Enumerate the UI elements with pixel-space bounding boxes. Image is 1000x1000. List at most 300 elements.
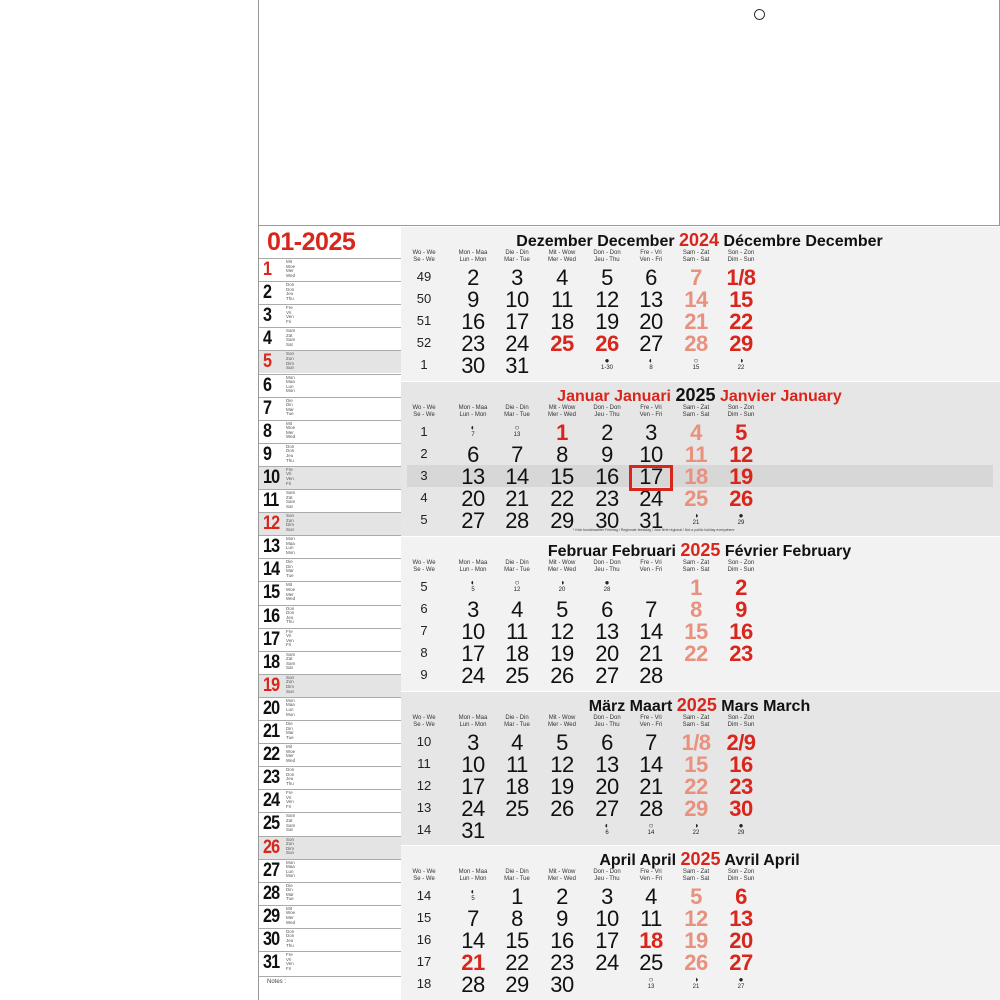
calendar-day[interactable]: 6 [645,265,657,290]
moon-phase-icon: ◑ [693,975,699,984]
calendar-day[interactable]: 13 [639,287,663,312]
calendar-day[interactable]: 29 [729,331,753,356]
calendar-day[interactable]: 11 [506,619,528,644]
column-header: Son - Zon Dim - Sun [727,560,755,573]
calendar-day[interactable]: 18 [684,464,708,489]
moon-phase-icon: ○ [693,356,699,365]
daily-strip [259,226,401,1000]
calendar-day[interactable]: 20 [729,928,753,953]
calendar-day[interactable]: 29 [505,972,529,997]
calendar-day[interactable]: 17 [461,774,485,799]
column-header: Son - Zon Dim - Sun [727,715,755,728]
calendar-day[interactable]: 8 [690,597,702,622]
column-header: Mit - Wow Mer - Wed [548,715,576,728]
calendar-day[interactable]: 12 [595,287,619,312]
calendar-day[interactable]: 22 [684,641,708,666]
calendar-day[interactable]: 19 [684,928,708,953]
month-panel [401,381,1000,536]
calendar-day[interactable]: 10 [505,287,529,312]
day-row[interactable] [259,882,401,905]
moon-phase-date: 1-30 [600,365,613,371]
calendar-day[interactable]: 5 [556,730,568,755]
day-row[interactable] [259,628,401,651]
day-row[interactable] [259,743,401,766]
calendar-day[interactable]: 21 [505,486,529,511]
calendar-day[interactable]: 13 [729,906,753,931]
weekday-label: Don Don Jeu Thu [286,928,295,948]
calendar-day[interactable]: 23 [729,774,753,799]
weekday-label: Sam Zat Sam Sat [286,651,296,671]
month-title [401,230,998,251]
day-number: 29 [263,905,280,927]
day-number: 26 [263,836,280,858]
month-name-alt: Mars March [721,698,811,715]
day-number: 15 [263,582,280,604]
calendar-day[interactable]: 16 [729,752,753,777]
moon-phase [587,821,627,836]
calendar-day[interactable]: 29 [550,508,574,533]
day-row[interactable] [259,766,401,789]
column-header: Die - Din Mar - Tue [504,715,530,728]
calendar-day[interactable]: 30 [729,796,753,821]
calendar-day[interactable]: 10 [595,906,619,931]
week-number: 12 [416,778,432,793]
calendar-day[interactable]: 2/9 [726,730,756,755]
moon-phase-date: 29 [737,830,745,836]
calendar-day[interactable]: 9 [467,287,479,312]
day-number: 21 [263,721,280,742]
weekday-label: Fre Vri Ven Fri [286,628,294,648]
calendar-day[interactable]: 30 [595,508,619,533]
weekday-label: Sam Zat Sam Sat [286,328,296,348]
month-name-alt: Décembre December [723,233,883,250]
calendar-day[interactable]: 7 [645,597,657,622]
week-number: 7 [420,623,428,638]
day-row[interactable] [259,512,401,535]
column-header: Wo - We Se - We [412,405,436,418]
calendar-day[interactable]: 10 [461,619,485,644]
week-number: 18 [416,976,432,991]
calendar-day[interactable]: 22 [505,950,529,975]
calendar-day[interactable]: 12 [550,752,574,777]
calendar-day[interactable]: 16 [550,928,574,953]
calendar-day[interactable]: 24 [461,663,485,688]
moon-phase-icon: ◐ [604,821,610,830]
calendar-day[interactable]: 1/8 [681,730,711,755]
week-number: 11 [417,756,431,771]
calendar-day[interactable]: 17 [505,309,529,334]
calendar-day[interactable]: 18 [639,928,663,953]
calendar-day[interactable]: 4 [556,265,568,290]
calendar-day[interactable]: 24 [639,486,663,511]
day-row[interactable] [259,558,401,581]
week-number: 5 [420,512,428,527]
calendar-day[interactable]: 10 [461,752,485,777]
weekday-label: Mit Woe Mer Wed [286,582,296,602]
calendar-day[interactable]: 9 [735,597,747,622]
day-row[interactable] [259,420,401,443]
month-year: 2024 [679,230,720,250]
day-row[interactable] [259,836,401,859]
moon-phase-date: 20 [558,587,566,593]
week-number: 13 [416,800,432,815]
month-name: April April [599,852,681,869]
weekday-label: Mit Woe Mer Wed [286,744,296,763]
week-number: 9 [420,667,428,682]
calendar-day[interactable]: 20 [595,774,619,799]
calendar-day[interactable]: 4 [511,730,523,755]
moon-phase-icon: ○ [648,821,654,830]
moon-phase-date: 15 [692,365,700,371]
calendar-day[interactable]: 5 [735,420,747,445]
day-number: 2 [263,282,272,304]
calendar-day[interactable]: 2 [556,884,568,909]
moon-phase [721,356,761,371]
day-row[interactable] [259,605,401,628]
calendar-day[interactable]: 11 [506,752,528,777]
calendar-day[interactable]: 28 [639,796,663,821]
weekday-label: Die Din Mar Tue [286,397,294,417]
week-number: 14 [416,822,432,837]
calendar-day[interactable]: 25 [505,663,529,688]
calendar-day[interactable]: 17 [639,464,663,489]
column-header: Don - Don Jeu - Thu [593,250,621,263]
calendar-day[interactable]: 4 [645,884,657,909]
column-header: Mon - Maa Lun - Mon [458,250,488,263]
calendar-day[interactable]: 14 [461,928,485,953]
calendar-day[interactable]: 19 [595,309,619,334]
calendar-day[interactable]: 31 [461,818,485,843]
calendar-day[interactable]: 16 [595,464,619,489]
moon-phase [497,423,537,438]
calendar-day[interactable]: 6 [467,442,479,467]
calendar-day[interactable]: 2 [601,420,613,445]
month-name-alt: Avril April [724,852,800,869]
day-row[interactable] [259,466,401,489]
month-title [401,849,998,870]
calendar-day[interactable]: 26 [550,663,574,688]
calendar-day[interactable]: 20 [461,486,485,511]
moon-phase [453,578,493,593]
day-row[interactable] [259,327,401,350]
calendar-day[interactable]: 11 [640,906,662,931]
moon-phase-icon: ○ [514,578,520,587]
month-panel [401,536,1000,691]
weekday-label: Son Zon Dim Sun [286,674,295,694]
calendar-day[interactable]: 26 [595,331,619,356]
day-row[interactable] [259,674,401,697]
week-number: 8 [420,645,428,660]
calendar-day[interactable]: 25 [684,486,708,511]
calendar-day[interactable]: 27 [595,663,619,688]
calendar-header-blank [258,0,1000,226]
calendar-day[interactable]: 7 [690,265,702,290]
calendar-day[interactable]: 15 [684,619,708,644]
calendar-day[interactable]: 11 [684,442,708,467]
calendar-day[interactable]: 17 [595,928,619,953]
day-number: 9 [263,443,272,465]
calendar-body [258,226,1000,1000]
calendar-day[interactable]: 24 [595,950,619,975]
calendar-day[interactable]: 19 [550,774,574,799]
hanging-hole [754,9,765,20]
calendar-day[interactable]: 3 [645,420,657,445]
day-number: 27 [263,859,280,881]
day-row[interactable] [259,951,401,974]
calendar-day[interactable]: 2 [467,265,479,290]
column-header: Mit - Wow Mer - Wed [548,405,576,418]
calendar-day[interactable]: 23 [595,486,619,511]
day-row[interactable] [259,928,401,951]
weekday-label: Son Zon Dim Sun [286,836,295,856]
column-header: Mit - Wow Mer - Wed [548,250,576,263]
month-name: Dezember December [516,233,680,250]
day-row[interactable] [259,397,401,420]
calendar-day[interactable]: 1 [511,884,523,909]
calendar-day[interactable]: 3 [467,730,479,755]
month-panels [401,226,1000,1000]
week-number: 16 [416,932,432,947]
calendar-day[interactable]: 21 [461,950,485,975]
calendar-day[interactable]: 21 [639,774,663,799]
day-number: 1 [263,259,272,280]
calendar-day[interactable]: 14 [505,464,529,489]
column-header: Fre - Vri Ven - Fri [639,250,663,263]
calendar-day[interactable]: 13 [461,464,485,489]
day-row[interactable] [259,304,401,327]
calendar-day[interactable]: 9 [556,906,568,931]
calendar-day[interactable]: 27 [595,796,619,821]
weekday-label: Fre Vri Ven Fri [286,790,294,810]
calendar-day[interactable]: 30 [550,972,574,997]
day-number: 10 [263,466,280,488]
day-number: 22 [263,744,280,766]
day-row[interactable] [259,489,401,512]
day-row[interactable] [259,258,401,281]
calendar-day[interactable]: 7 [645,730,657,755]
calendar-day[interactable]: 21 [684,309,708,334]
moon-phase-icon: ◐ [648,356,654,365]
calendar-day[interactable]: 14 [684,287,708,312]
calendar-day[interactable]: 3 [601,884,613,909]
calendar-day[interactable]: 23 [550,950,574,975]
column-header: Die - Din Mar - Tue [504,250,530,263]
calendar-day[interactable]: 7 [467,906,479,931]
calendar-day[interactable]: 30 [461,353,485,378]
day-row[interactable] [259,697,401,720]
calendar-day[interactable]: 27 [461,508,485,533]
calendar-day[interactable]: 14 [639,752,663,777]
moon-phase-icon: ● [738,511,744,520]
column-header: Die - Din Mar - Tue [504,405,530,418]
calendar-day[interactable]: 15 [729,287,753,312]
moon-phase-date: 22 [692,830,700,836]
calendar-day[interactable]: 16 [461,309,485,334]
column-header: Fre - Vri Ven - Fri [639,869,663,882]
week-number: 14 [416,888,432,903]
calendar-day[interactable]: 23 [461,331,485,356]
weekday-label: Fre Vri Ven Fri [286,305,294,324]
weekday-label: Mit Woe Mer Wed [286,259,296,278]
moon-phase [721,821,761,836]
week-number: 15 [416,910,432,925]
calendar-day[interactable]: 8 [556,442,568,467]
month-name: Februar Februari [547,543,681,560]
calendar-day[interactable]: 1 [690,575,702,600]
moon-phase-date: 28 [603,587,611,593]
calendar-day[interactable]: 18 [550,309,574,334]
day-number: 17 [263,628,280,650]
calendar-day[interactable]: 28 [461,972,485,997]
calendar-day[interactable]: 18 [505,774,529,799]
calendar-day[interactable]: 22 [729,309,753,334]
calendar-day[interactable]: 24 [461,796,485,821]
calendar-day[interactable]: 24 [505,331,529,356]
month-year: 2025 [680,849,721,869]
column-header: Don - Don Jeu - Thu [593,405,621,418]
calendar-day[interactable]: 5 [556,597,568,622]
month-name-alt: Janvier January [719,388,842,405]
calendar-day[interactable]: 13 [595,752,619,777]
calendar-day[interactable]: 27 [729,950,753,975]
calendar-day[interactable]: 20 [595,641,619,666]
day-row[interactable] [259,535,401,558]
day-row[interactable] [259,350,401,373]
month-name: Januar Januari [557,388,676,405]
day-row[interactable] [259,443,401,466]
calendar-day[interactable]: 25 [639,950,663,975]
day-row[interactable] [259,651,401,674]
day-row[interactable] [259,374,401,397]
calendar-day[interactable]: 5 [690,884,702,909]
calendar-day[interactable]: 22 [550,486,574,511]
moon-phase [587,356,627,371]
day-number: 16 [263,605,280,627]
calendar-day[interactable]: 28 [639,663,663,688]
calendar-day[interactable]: 1/8 [726,265,756,290]
day-row[interactable] [259,812,401,835]
moon-phase [453,423,493,438]
column-header: Don - Don Jeu - Thu [593,715,621,728]
calendar-day[interactable]: 6 [601,597,613,622]
calendar-day[interactable]: 15 [550,464,574,489]
day-number: 3 [263,305,272,327]
calendar-day[interactable]: 4 [511,597,523,622]
calendar-day[interactable]: 15 [684,752,708,777]
calendar-day[interactable]: 8 [511,906,523,931]
calendar-day[interactable]: 11 [551,287,573,312]
day-number: 30 [263,928,280,950]
day-row[interactable] [259,859,401,882]
weekday-label: Mon Maa Lun Mon [286,697,295,717]
moon-phase-icon: ◐ [470,423,476,432]
calendar-day[interactable]: 2 [735,575,747,600]
day-row[interactable] [259,720,401,743]
calendar-day[interactable]: 6 [735,884,747,909]
calendar-day[interactable]: 22 [684,774,708,799]
notes-row[interactable] [259,976,401,1000]
calendar-day[interactable]: 15 [505,928,529,953]
moon-phase [587,578,627,593]
moon-phase-icon: ○ [514,423,520,432]
calendar-day[interactable]: 26 [684,950,708,975]
moon-phase-icon: ◑ [693,821,699,830]
month-year: 2025 [676,695,717,715]
calendar-day[interactable]: 6 [601,730,613,755]
calendar-day[interactable]: 12 [729,442,753,467]
weekday-label: Don Don Jeu Thu [286,443,295,463]
calendar-day[interactable]: 17 [461,641,485,666]
calendar-day[interactable]: 21 [639,641,663,666]
today-marker [629,465,673,491]
calendar-day[interactable]: 4 [690,420,702,445]
calendar-day[interactable]: 19 [729,464,753,489]
calendar-day[interactable]: 12 [684,906,708,931]
month-panel [401,691,1000,846]
day-number: 28 [263,882,280,904]
calendar-day[interactable]: 27 [639,331,663,356]
calendar-day[interactable]: 9 [601,442,613,467]
moon-phase-date: 13 [647,984,655,990]
column-header: Son - Zon Dim - Sun [727,869,755,882]
month-year: 2025 [680,540,721,560]
day-row[interactable] [259,789,401,812]
day-number: 20 [263,697,280,719]
calendar-day[interactable]: 14 [639,619,663,644]
calendar-day[interactable]: 5 [601,265,613,290]
calendar-day[interactable]: 7 [511,442,523,467]
calendar-day[interactable]: 12 [550,619,574,644]
day-row[interactable] [259,581,401,604]
calendar-day[interactable]: 26 [729,486,753,511]
column-header: Mit - Wow Mer - Wed [548,869,576,882]
calendar-day[interactable]: 25 [550,331,574,356]
holiday-footnote: * Kein bundesweiter Feiertag / Regionale feestdag / Jour férié régional / Not a public holiday everywhere [573,528,735,532]
day-row[interactable] [259,281,401,304]
calendar-day[interactable]: 16 [729,619,753,644]
calendar-day[interactable]: 3 [467,597,479,622]
calendar-day[interactable]: 1 [556,420,568,445]
calendar-day[interactable]: 31 [505,353,529,378]
calendar-day[interactable]: 29 [684,796,708,821]
calendar-day[interactable]: 3 [511,265,523,290]
calendar-day[interactable]: 31 [639,508,663,533]
calendar-day[interactable]: 25 [505,796,529,821]
calendar-day[interactable]: 13 [595,619,619,644]
weekday-label: Son Zon Dim Sun [286,513,295,532]
day-number: 14 [263,559,280,581]
day-number: 11 [263,490,279,511]
moon-phase-date: 6 [605,830,609,836]
moon-phase-icon: ◐ [470,887,476,896]
notes-label: Notes : [267,979,287,985]
calendar-day[interactable]: 28 [684,331,708,356]
calendar-day[interactable]: 28 [505,508,529,533]
calendar-day[interactable]: 26 [550,796,574,821]
column-header: Son - Zon Dim - Sun [727,250,755,263]
moon-phase [542,578,582,593]
month-title [401,540,998,561]
calendar-day[interactable]: 19 [550,641,574,666]
moon-phase [676,821,716,836]
calendar-day[interactable]: 23 [729,641,753,666]
month-title [401,695,998,716]
day-row[interactable] [259,905,401,928]
calendar-day[interactable]: 20 [639,309,663,334]
calendar-day[interactable]: 18 [505,641,529,666]
column-header: Don - Don Jeu - Thu [593,560,621,573]
calendar-day[interactable]: 10 [639,442,663,467]
